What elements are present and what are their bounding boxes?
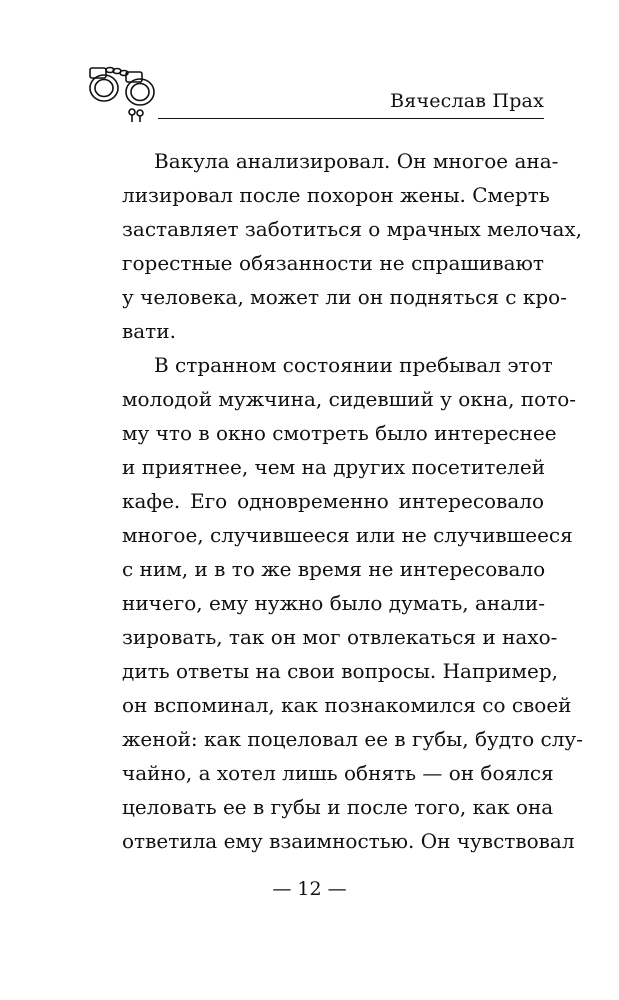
paragraph (122, 144, 583, 348)
text-line: женой: как поцеловал ее в губы, будто слу- (122, 727, 583, 751)
text-line: целовать ее в губы и после того, как она (122, 795, 554, 819)
text-line: ответила ему взаимностью. Он чувствовал (122, 829, 575, 853)
header-rule (158, 118, 544, 119)
body-text (122, 144, 583, 858)
paragraph (122, 348, 583, 858)
text-line: Вакула анализировал. Он многое ана- (154, 149, 559, 173)
text-line: В странном состоянии пребывал этот (154, 353, 553, 377)
text-line: зировать, так он мог отвлекаться и нахо- (122, 625, 558, 649)
text-line: горестные обязанности не спрашивают (122, 251, 544, 275)
text-line: му что в окно смотреть было интереснее (122, 421, 557, 445)
text-line: дить ответы на свои вопросы. Например, (122, 659, 558, 683)
text-line: многое, случившееся или не случившееся (122, 523, 573, 547)
text-line: ничего, ему нужно было думать, анали- (122, 591, 545, 615)
text-line: молодой мужчина, сидевший у окна, пото- (122, 387, 577, 411)
text-line: у человека, может ли он подняться с кро- (122, 285, 567, 309)
text-line: лизировал после похорон жены. Смерть (122, 183, 550, 207)
text-line: и приятнее, чем на других посетителей (122, 455, 546, 479)
text-line: кафе. Его одновременно интересовало (122, 489, 544, 513)
page-number: — 12 — (272, 878, 347, 900)
text-line: вати. (122, 319, 176, 343)
text-line: чайно, а хотел лишь обнять — он боялся (122, 761, 554, 785)
text-line: заставляет заботиться о мрачных мелочах, (122, 217, 583, 241)
text-line: он вспоминал, как познакомился со своей (122, 693, 572, 717)
author-name: Вячеслав Прах (390, 90, 544, 112)
text-line: с ним, и в то же время не интересовало (122, 557, 546, 581)
running-header (82, 52, 544, 124)
handcuffs-icon (82, 52, 162, 124)
